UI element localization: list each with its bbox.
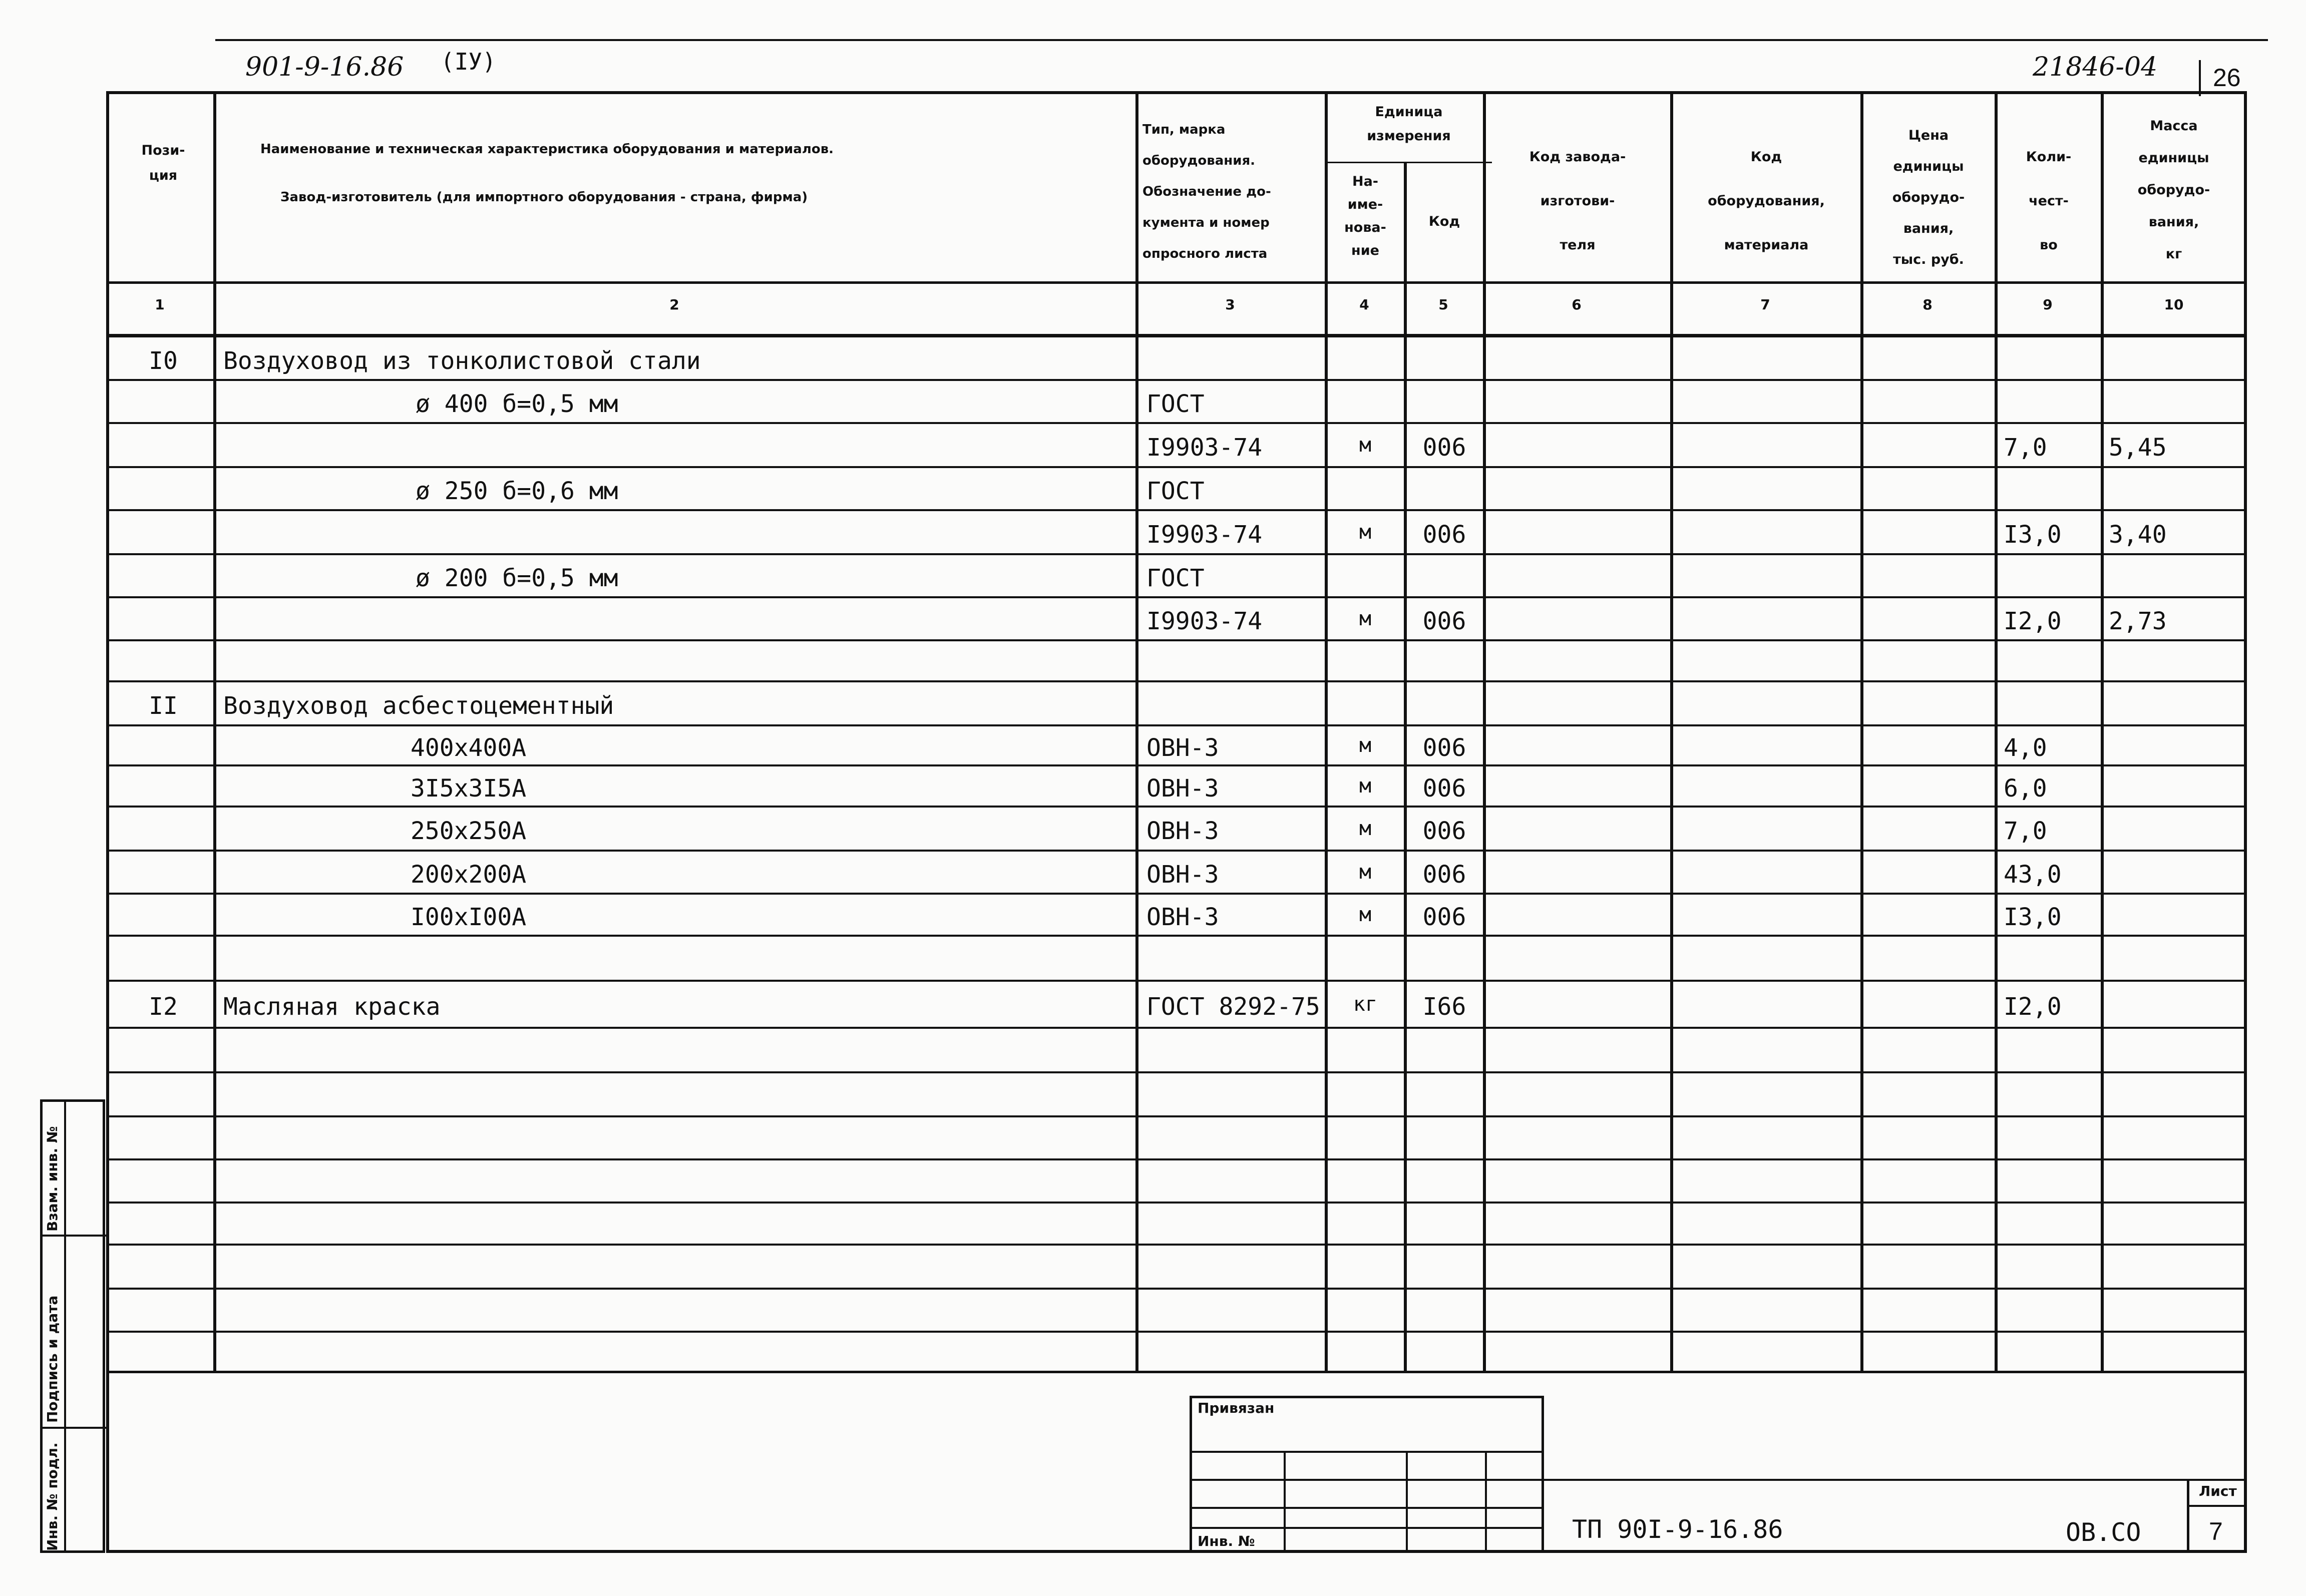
- cell-type: ОВН-3: [1146, 817, 1219, 845]
- row-divider: [106, 1027, 2247, 1029]
- col-divider-3: [1325, 91, 1328, 1372]
- cell-name: I00xI00А: [411, 903, 527, 931]
- row-divider: [106, 893, 2247, 895]
- col-divider-6: [1670, 91, 1673, 1372]
- header-name: Наименование и техническая характеристика оборудования и материалов. Завод-изготовитель (для импортного оборудования - страна, фирма): [260, 142, 834, 205]
- stamp-sheet-label: Лист: [2199, 1483, 2237, 1499]
- cell-type: ГОСТ: [1146, 390, 1205, 418]
- colnum-10: 10: [2164, 296, 2184, 313]
- cell-qty: 43,0: [2004, 861, 2062, 889]
- numbers-bottom-line: [106, 334, 2247, 337]
- row-divider: [106, 466, 2247, 468]
- colnum-2: 2: [669, 296, 679, 313]
- cell-type: ОВН-3: [1146, 734, 1219, 762]
- stamp-privyazan-label: Привязан: [1198, 1400, 1275, 1416]
- row-divider: [106, 509, 2247, 511]
- cell-code: I66: [1422, 993, 1466, 1021]
- colnum-4: 4: [1359, 296, 1369, 313]
- top-border-line: [215, 39, 2268, 41]
- cell-unit: м: [1359, 521, 1372, 544]
- cell-qty: 7,0: [2004, 817, 2047, 845]
- unit-subheader-line: [1327, 162, 1492, 163]
- empty-row-divider: [106, 1115, 2247, 1117]
- cell-type: ГОСТ 8292-75: [1146, 993, 1320, 1021]
- cell-code: 006: [1422, 607, 1466, 635]
- header-price: Цена единицы оборудо- вания, тыс. руб.: [1892, 128, 1965, 267]
- empty-row-divider: [106, 1202, 2247, 1204]
- cell-code: 006: [1422, 521, 1466, 549]
- cell-qty: 4,0: [2004, 734, 2047, 762]
- row-divider: [106, 596, 2247, 598]
- stamp-line-1: [1190, 1451, 1544, 1453]
- cell-code: 006: [1422, 734, 1466, 762]
- row-divider: [106, 639, 2247, 641]
- cell-name: ø 200 б=0,5 мм: [416, 564, 618, 592]
- cell-unit: кг: [1353, 993, 1378, 1016]
- cell-qty: 6,0: [2004, 774, 2047, 803]
- cell-name: 3I5x3I5А: [411, 774, 527, 803]
- cell-code: 006: [1422, 861, 1466, 889]
- header-unit: Единица измерения: [1367, 104, 1451, 144]
- cell-type: ОВН-3: [1146, 861, 1219, 889]
- cell-unit: м: [1359, 817, 1372, 840]
- cell-pos: I0: [149, 347, 178, 375]
- header-quantity: Коли- чест- во: [2026, 149, 2072, 253]
- cell-unit: м: [1359, 861, 1372, 884]
- cell-code: 006: [1422, 774, 1466, 803]
- table-bottom-line: [106, 1371, 2247, 1373]
- stamp-sheet-line: [2187, 1505, 2247, 1507]
- inventory-number: 21846-04: [2033, 52, 2158, 82]
- cell-type: I9903-74: [1146, 521, 1263, 549]
- cell-code: 006: [1422, 903, 1466, 931]
- cell-name: ø 400 б=0,5 мм: [416, 390, 618, 418]
- col-divider-8: [1995, 91, 1998, 1372]
- stamp-line-2: [1190, 1479, 2247, 1481]
- row-divider: [106, 379, 2247, 381]
- cell-name: ø 250 б=0,6 мм: [416, 477, 618, 505]
- cell-name: 250x250А: [411, 817, 527, 845]
- cell-unit: м: [1359, 607, 1372, 630]
- empty-row-divider: [106, 1288, 2247, 1290]
- header-mass: Масса единицы оборудо- вания, кг: [2137, 118, 2210, 262]
- empty-row-divider: [106, 1244, 2247, 1246]
- cell-unit: м: [1359, 903, 1372, 926]
- row-divider: [106, 850, 2247, 852]
- cell-name: Воздуховод из тонколистовой стали: [223, 347, 701, 375]
- header-unit-code: Код: [1428, 214, 1460, 229]
- page-number: 26: [2213, 64, 2241, 92]
- stamp-vline-2: [1406, 1451, 1408, 1553]
- cell-code: 006: [1422, 817, 1466, 845]
- side-strip-divider: [64, 1099, 66, 1553]
- cell-qty: 7,0: [2004, 434, 2047, 462]
- side-strip-line-2: [40, 1427, 106, 1429]
- col-divider-4: [1404, 162, 1407, 1372]
- volume-label: (IУ): [441, 48, 496, 75]
- stamp-inv-label: Инв. №: [1198, 1533, 1255, 1549]
- cell-qty: I2,0: [2004, 607, 2062, 635]
- cell-type: ГОСТ: [1146, 564, 1205, 592]
- cell-name: 200x200А: [411, 861, 527, 889]
- cell-mass: 2,73: [2109, 607, 2167, 635]
- stamp-sheet-number: 7: [2209, 1517, 2223, 1545]
- cell-unit: м: [1359, 774, 1372, 797]
- row-divider: [106, 980, 2247, 982]
- cell-type: ОВН-3: [1146, 903, 1219, 931]
- empty-row-divider: [106, 1331, 2247, 1333]
- row-divider: [106, 680, 2247, 682]
- header-plant-code: Код завода- изготови- теля: [1529, 149, 1626, 253]
- stamp-section: ОВ.СО: [2066, 1518, 2141, 1547]
- cell-pos: II: [149, 692, 178, 720]
- row-divider: [106, 764, 2247, 766]
- header-equipment-code: Код оборудования, материала: [1708, 149, 1825, 253]
- col-divider-7: [1860, 91, 1863, 1372]
- colnum-3: 3: [1225, 296, 1235, 313]
- header-bottom-line: [106, 281, 2247, 284]
- row-divider: [106, 422, 2247, 424]
- cell-qty: I3,0: [2004, 521, 2062, 549]
- row-divider: [106, 806, 2247, 808]
- colnum-9: 9: [2043, 296, 2053, 313]
- colnum-5: 5: [1438, 296, 1448, 313]
- col-divider-2: [1135, 91, 1138, 1372]
- header-position: Пози- ция: [141, 143, 185, 183]
- cell-name: Воздуховод асбестоцементный: [223, 692, 614, 720]
- colnum-7: 7: [1760, 296, 1770, 313]
- cell-mass: 3,40: [2109, 521, 2167, 549]
- row-divider: [106, 553, 2247, 555]
- cell-type: ГОСТ: [1146, 477, 1205, 505]
- col-divider-5: [1483, 91, 1486, 1372]
- row-divider: [106, 935, 2247, 937]
- colnum-6: 6: [1572, 296, 1582, 313]
- empty-row-divider: [106, 1071, 2247, 1073]
- stamp-designation: ТП 90I-9-16.86: [1572, 1515, 1783, 1544]
- cell-name: Масляная краска: [223, 993, 441, 1021]
- col-divider-1: [213, 91, 216, 1372]
- stamp-vline-3: [1485, 1451, 1487, 1553]
- col-divider-9: [2101, 91, 2104, 1372]
- cell-type: I9903-74: [1146, 607, 1263, 635]
- cell-code: 006: [1422, 434, 1466, 462]
- cell-name: 400x400А: [411, 734, 527, 762]
- stamp-line-3: [1190, 1507, 1544, 1509]
- stamp-vline-1: [1284, 1451, 1286, 1553]
- cell-type: I9903-74: [1146, 434, 1263, 462]
- side-label-inv: Инв. № подл.: [44, 1442, 61, 1551]
- stamp-privyazan-block: [1190, 1396, 1544, 1553]
- cell-qty: I2,0: [2004, 993, 2062, 1021]
- side-strip-line-1: [40, 1235, 106, 1237]
- cell-unit: м: [1359, 434, 1372, 457]
- colnum-1: 1: [155, 296, 165, 313]
- header-type: Тип, марка оборудования. Обозначение до- кумента и номер опросного листа: [1142, 122, 1271, 261]
- doc-code-handwritten: 901-9-16.86: [245, 52, 404, 82]
- cell-qty: I3,0: [2004, 903, 2062, 931]
- stamp-sheet-divider: [2187, 1479, 2189, 1553]
- cell-unit: м: [1359, 734, 1372, 757]
- stamp-line-4: [1190, 1527, 1544, 1529]
- empty-row-divider: [106, 1158, 2247, 1160]
- header-unit-name: На- име- нова- ние: [1344, 174, 1386, 258]
- colnum-8: 8: [1923, 296, 1933, 313]
- row-divider: [106, 724, 2247, 726]
- cell-pos: I2: [149, 993, 178, 1021]
- side-label-vzam: Взам. инв. №: [44, 1126, 61, 1232]
- side-label-podpis: Подпись и дата: [44, 1295, 61, 1423]
- cell-type: ОВН-3: [1146, 774, 1219, 803]
- cell-mass: 5,45: [2109, 434, 2167, 462]
